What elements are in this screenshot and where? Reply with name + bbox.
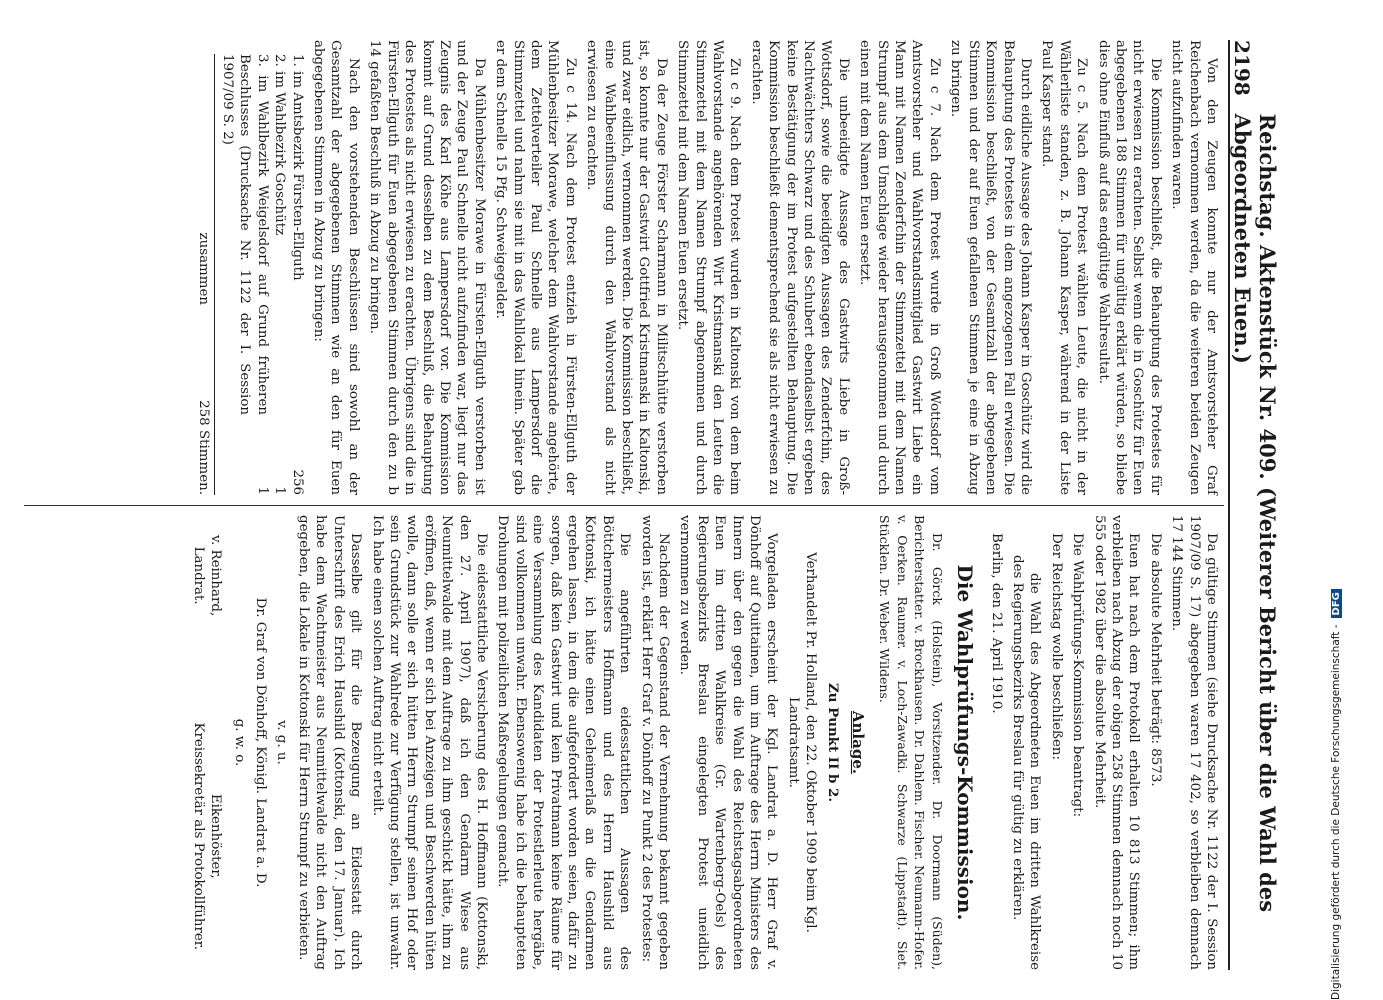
paragraph: Die angeführten eidesstattlichen Aussagen des Böttchermeisters Hoffmann und des Herrn Haushild aus Kottonski, ich hätte einen Geheimerlaß an die Gendarmen ergehen lassen, in dem die aufgefordert worden seien, dafür zu sorgen, daß kein Gastwirt und kein Privatmann keine Räume für eine Versammlung des Kandidaten der Protestlerleute hergäbe, sind vollkommen unwahr. Ebensowenig habe ich die behaupteten Drohungen mit polizeilichen Maßregelungen gemacht. <box>495 515 633 970</box>
sum-label: zusammen <box>195 232 211 305</box>
sum-row <box>194 54 214 495</box>
list-item-value: 1 <box>272 486 288 495</box>
commission-title: Die Wahlprüfungs-Kommission. <box>953 564 978 921</box>
paragraph: Dasselbe gilt für die Bezeugung an Eidesstatt durch Unterschrift des Erich Haushild (Kottonski, den 17. Januar). Ich habe dem Wachtmeister aus Neumittelwalde nicht den Auftrag gegeben, die Lokale in Kottonski für Herrn Strumpf zu verbieten. <box>295 515 364 970</box>
page-title: Reichstag. Aktenstück Nr. 409. (Weiterer Bericht über die Wahl des Abgeordneten Euen.) <box>1230 113 1280 913</box>
paragraph: Vorgeladen erscheint der Kgl. Landrat a. D. Herr Graf v. Dönhoff auf Quittainen, um im Auftrage des Herrn Ministers des Innern über den gegen die Wahl des Reichstagsabgeordneten Euen im dritten Wahlkreise (Gr. Wartenberg-Oels) des Regierungsbezirks Breslau eingelegten Protest uneidlich vernommen zu werden. <box>677 515 780 970</box>
paragraph: Da der Zeuge Förster Scharmann in Militschhütte verstorben ist, so konnte nur der Gastwirt Gottfried Kristmanski in Kaltonski, und zwar eidlich, vernommen werden. Die Kommission beschließt, eine Wahlbeeinflussung durch den Wahlvorstand als nicht erwiesen zu erachten. <box>584 40 669 495</box>
signature-right <box>189 722 224 950</box>
signature-left-name: v. Reinhard, <box>208 535 224 617</box>
list-item <box>271 54 288 495</box>
list-item-text: 2. im Wahlbezirk Goschütz <box>272 54 288 236</box>
paragraph: Da Mühlenbesitzer Morawe in Fürsten-Ellguth verstorben ist und der Zeuge Paul Schnelle nicht aufzufinden war, liegt nur das Zeugnis des Karl Köhe aus Lampersdorf vor. Die Kommission kommt auf Grund desselben zu dem Beschluß, die Behauptung des Protestes als nicht erwiesen zu erachten. Übrigens sind die in Fürsten-Ellguth für Euen abgegebenen Stimmen durch den zu b 14 gefaßten Beschluß in Abzug zu bringen. <box>367 40 487 495</box>
paragraph: Zu c 14. Nach dem Protest entzieh in Fürsten-Ellguth der Mühlenbesitzer Morawe, welcher dem Wahlvorstande angehörte, dem Zettelverteiler Paul Schnelle aus Lampersdorf die Stimmzettel und nahm sie mit in das Wahllokal hinein. Später gab er dem Schnelle 15 Pfg. Schweigegelder. <box>493 40 578 495</box>
vgu-line: v. g. u. <box>274 720 290 765</box>
paragraph: Die unbeeidigte Aussage des Gastwirts Liebe in Groß-Wottsdorf, sowie die beeidigten Aussagen des Zenderfchin, des Nachtwächters Schwarz und des Schubert ebendaselbst ergeben keine Bestätigung der im Protest aufgestellten Behauptung. Die Kommission beschließt dementsprechend sie als nicht erwiesen zu erachten. <box>748 40 851 495</box>
paragraph: die Wahl des Abgeordneten Euen im dritten Wahlkreise des Regierungsbezirks Breslau für gültig zu erklären. <box>1009 555 1043 970</box>
paragraph: Da gültige Stimmen (siehe Drucksache Nr. 1122 der I. Session 1907/09 S. 17) abgegeben waren 17 402, so verbleiben demnach 17 144 Stimmen. <box>1169 515 1219 970</box>
signatory: Dr. Graf von Dönhoff, Königl. Landrat a. D. <box>253 597 269 888</box>
signature-right-name: Eikenhöster, <box>208 793 224 879</box>
paragraph: Der Reichstag wolle beschließen: <box>1048 533 1064 761</box>
right-column <box>189 515 1220 970</box>
paragraph: Zu c 9. Nach dem Protest wurden in Kaltonski von dem beim Wahlvorstande angehörenden Wirt Kristmanski den Leuten die Stimmzettel mit dem Namen Strumpf abgenommen und durch Stimmzettel mit dem Namen Euen ersetzt. <box>675 40 743 495</box>
page-number: 2198 <box>1230 40 1254 96</box>
signature-right-role: Kreissekretär als Protokollführer. <box>190 722 206 950</box>
column-divider <box>24 505 1224 506</box>
dfg-logo: DFG <box>1331 589 1342 618</box>
paragraph: Die absolute Mehrheit beträgt: 8573. <box>1147 533 1163 787</box>
footer-credit <box>1330 0 1342 1000</box>
list-item-text: 1. im Amtsbezirk Fürsten-Ellguth <box>289 54 305 281</box>
paragraph: Die Wahlprüfungs-Kommission beantragt: <box>1070 533 1086 818</box>
footer-strip <box>1320 0 1383 1000</box>
gwo-line: g. w. o. <box>231 718 247 767</box>
signature-left <box>189 535 224 616</box>
commission-members: Dr. Görck (Holstein), Vorsitzender. Dr. Doormann (Süden), Berichterstatter. v. Brockhausen. Dr. Dahlem. Fischer. Neumann-Hofer. v. Oerken. Raumer. v. Loch-Zawadki. Schwarze (Lippstadt). Siet. Stücklen. Dr. Weber. Wildens. <box>877 515 945 970</box>
paragraph: Durch eidliche Aussage des Johann Kasper in Goschütz wird die Behauptung des Protestes in dem angezogenen Fall erwiesen. Die Kommission beschließt, von der Gesamtzahl der abgegebenen Stimmen und der auf Euen gefallenen Stimmen je eine in Abzug zu bringen. <box>948 40 1033 495</box>
paragraph: Euen hat nach dem Protokoll erhalten 10 813 Stimmen; ihm verbleiben nach Abzug der obigen 258 Stimmen demnach noch 10 555 oder 1982 über die absolute Mehrheit. <box>1091 515 1142 970</box>
paragraph: Von den Zeugen konnte nur der Amtsvorsteher Graf Reichenbach vernommen werden, da die weiteren beiden Zeugen nicht aufzufinden waren. <box>1169 40 1219 495</box>
anlage-title: Anlage. <box>849 710 868 775</box>
list-item <box>219 54 271 495</box>
date-line: Berlin, den 21. April 1910. <box>988 533 1004 714</box>
anlage-subtitle: Zu Punkt II b 2. <box>824 682 841 803</box>
paragraph: Nachdem der Gegenstand der Vernehmung bekannt gegeben worden ist, erklärt Herr Graf v. Dönhoff zu Punkt 2 des Protestes: <box>638 515 672 970</box>
sum-value: 258 Stimmen. <box>195 400 211 495</box>
paragraph: Die Kommission beschließt, die Behauptung des Protestes für nicht erwiesen zu erachten. Selbst wenn die in Goschütz für Euen abgegebenen 188 Stimmen für ungültig erklärt würden, so bliebe dies ohne Einfluß auf das endgültige Wahlresultat. <box>1095 40 1163 495</box>
paragraph: Zu c 5. Nach dem Protest wählten Leute, die nicht in der Wählerliste standen, z. B. Johann Kasper, während in der Liste Paul Kasper stand. <box>1039 40 1090 495</box>
page-header <box>1228 40 1280 970</box>
list-item-value: 1 <box>254 486 270 495</box>
deduction-list <box>219 54 306 495</box>
list-item <box>288 54 305 495</box>
list-item-text: 3. im Wahlbezirk Weigelsdorf auf Grund früheren Beschlusses (Drucksache Nr. 1122 der I. Session 1907/09 S. 2) <box>220 54 270 415</box>
anlage-place: Verhandelt Pr. Holland, den 22. Oktober 1909 beim Kgl. Landratsamt. <box>785 552 819 933</box>
signature-block <box>189 535 224 950</box>
left-column <box>186 40 1220 495</box>
footer-text: Digitalisierung gefördert durch die Deutsche Forschungsgemeinschaft - <box>1330 624 1342 1000</box>
paragraph: Nach den vorstehenden Beschlüssen sind sowohl an der Gesamtzahl der abgegebenen Stimmen wie an den für Euen abgegebenen Stimmen in Abzug zu bringen: <box>311 40 361 495</box>
paragraph: Die eidesstattliche Versicherung des H. Hoffmann (Kottonski, den 27. April 1907), daß ich den Gendarm Wiese aus Neumittelwalde mit dem Auftrage zu ihm geschickt hätte, ihm zu eröffnen, daß, wenn er sich bei Anzeigen und Beschwerden hüten wolle, dann solle er sich hütten Herrn Strumpf seinen Hof oder sein Grundstück zur Wahlrede zur Verfügung stellen, ist unwahr. Ich habe einen solchen Auftrag nicht erteilt. <box>369 515 489 970</box>
paragraph: Zu c 7. Nach dem Protest wurde in Groß Wottsdorf vom Amtsvorsteher und Wahlvorstandsmitglied Gastwirt Liebe ein Mann mit Namen Zenderfchin der Stimmzettel mit dem Namen Strumpf aus dem Umschlage wieder herausgenommen und durch einen mit dem Namen Euen ersetzt. <box>857 40 942 495</box>
list-item-value: 256 <box>289 469 305 495</box>
signature-left-role: Landrat. <box>190 546 206 605</box>
